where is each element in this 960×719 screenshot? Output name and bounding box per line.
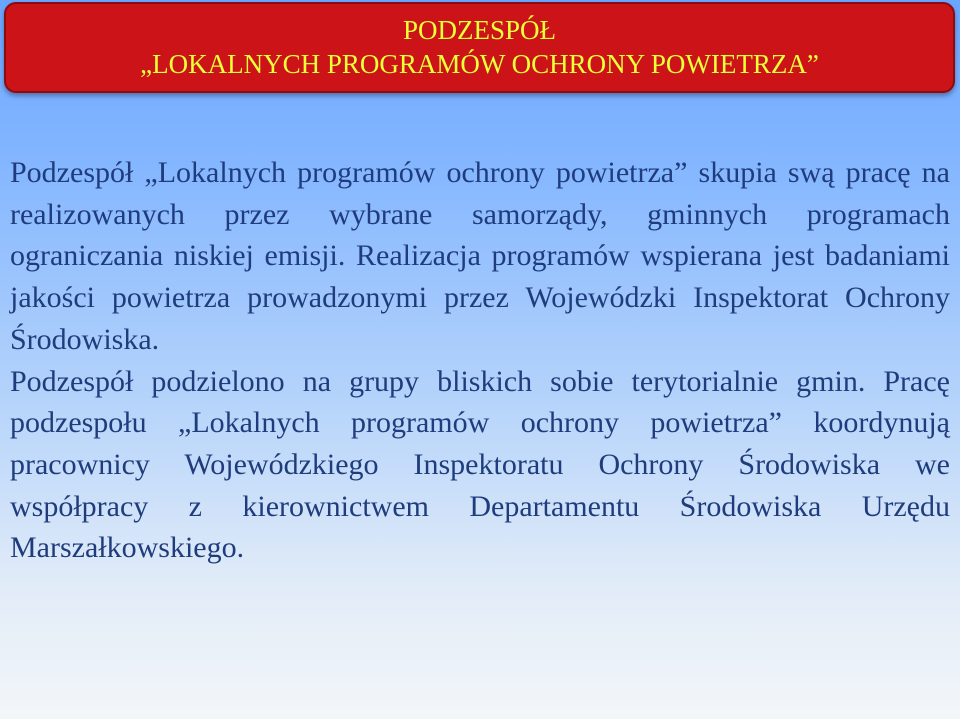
paragraph-2: Podzespół podzielono na grupy bliskich sobie terytorialnie gmin. Pracę podzespołu „Lokalnych programów ochrony powietrza” koordynują pracownicy Wojewódzkiego Inspektoratu Ochrony Środowiska we współpracy z kierownictwem Departamentu Środowiska Urzędu Marszałkowskiego. [10,364,950,565]
body-text [10,152,950,569]
title-line-2: „LOKALNYCH PROGRAMÓW OCHRONY POWIETRZA” [140,49,819,79]
paragraph-1: Podzespół „Lokalnych programów ochrony powietrza” skupia swą pracę na realizowanych przez wybrane samorządy, gminnych programach ograniczania niskiej emisji. Realizacja programów wspierana jest badaniami jakości powietrza prowadzonymi przez Wojewódzki Inspektorat Ochrony Środowiska. [10,156,950,356]
title-banner [4,2,955,93]
title-line-1: PODZESPÓŁ [402,15,557,45]
